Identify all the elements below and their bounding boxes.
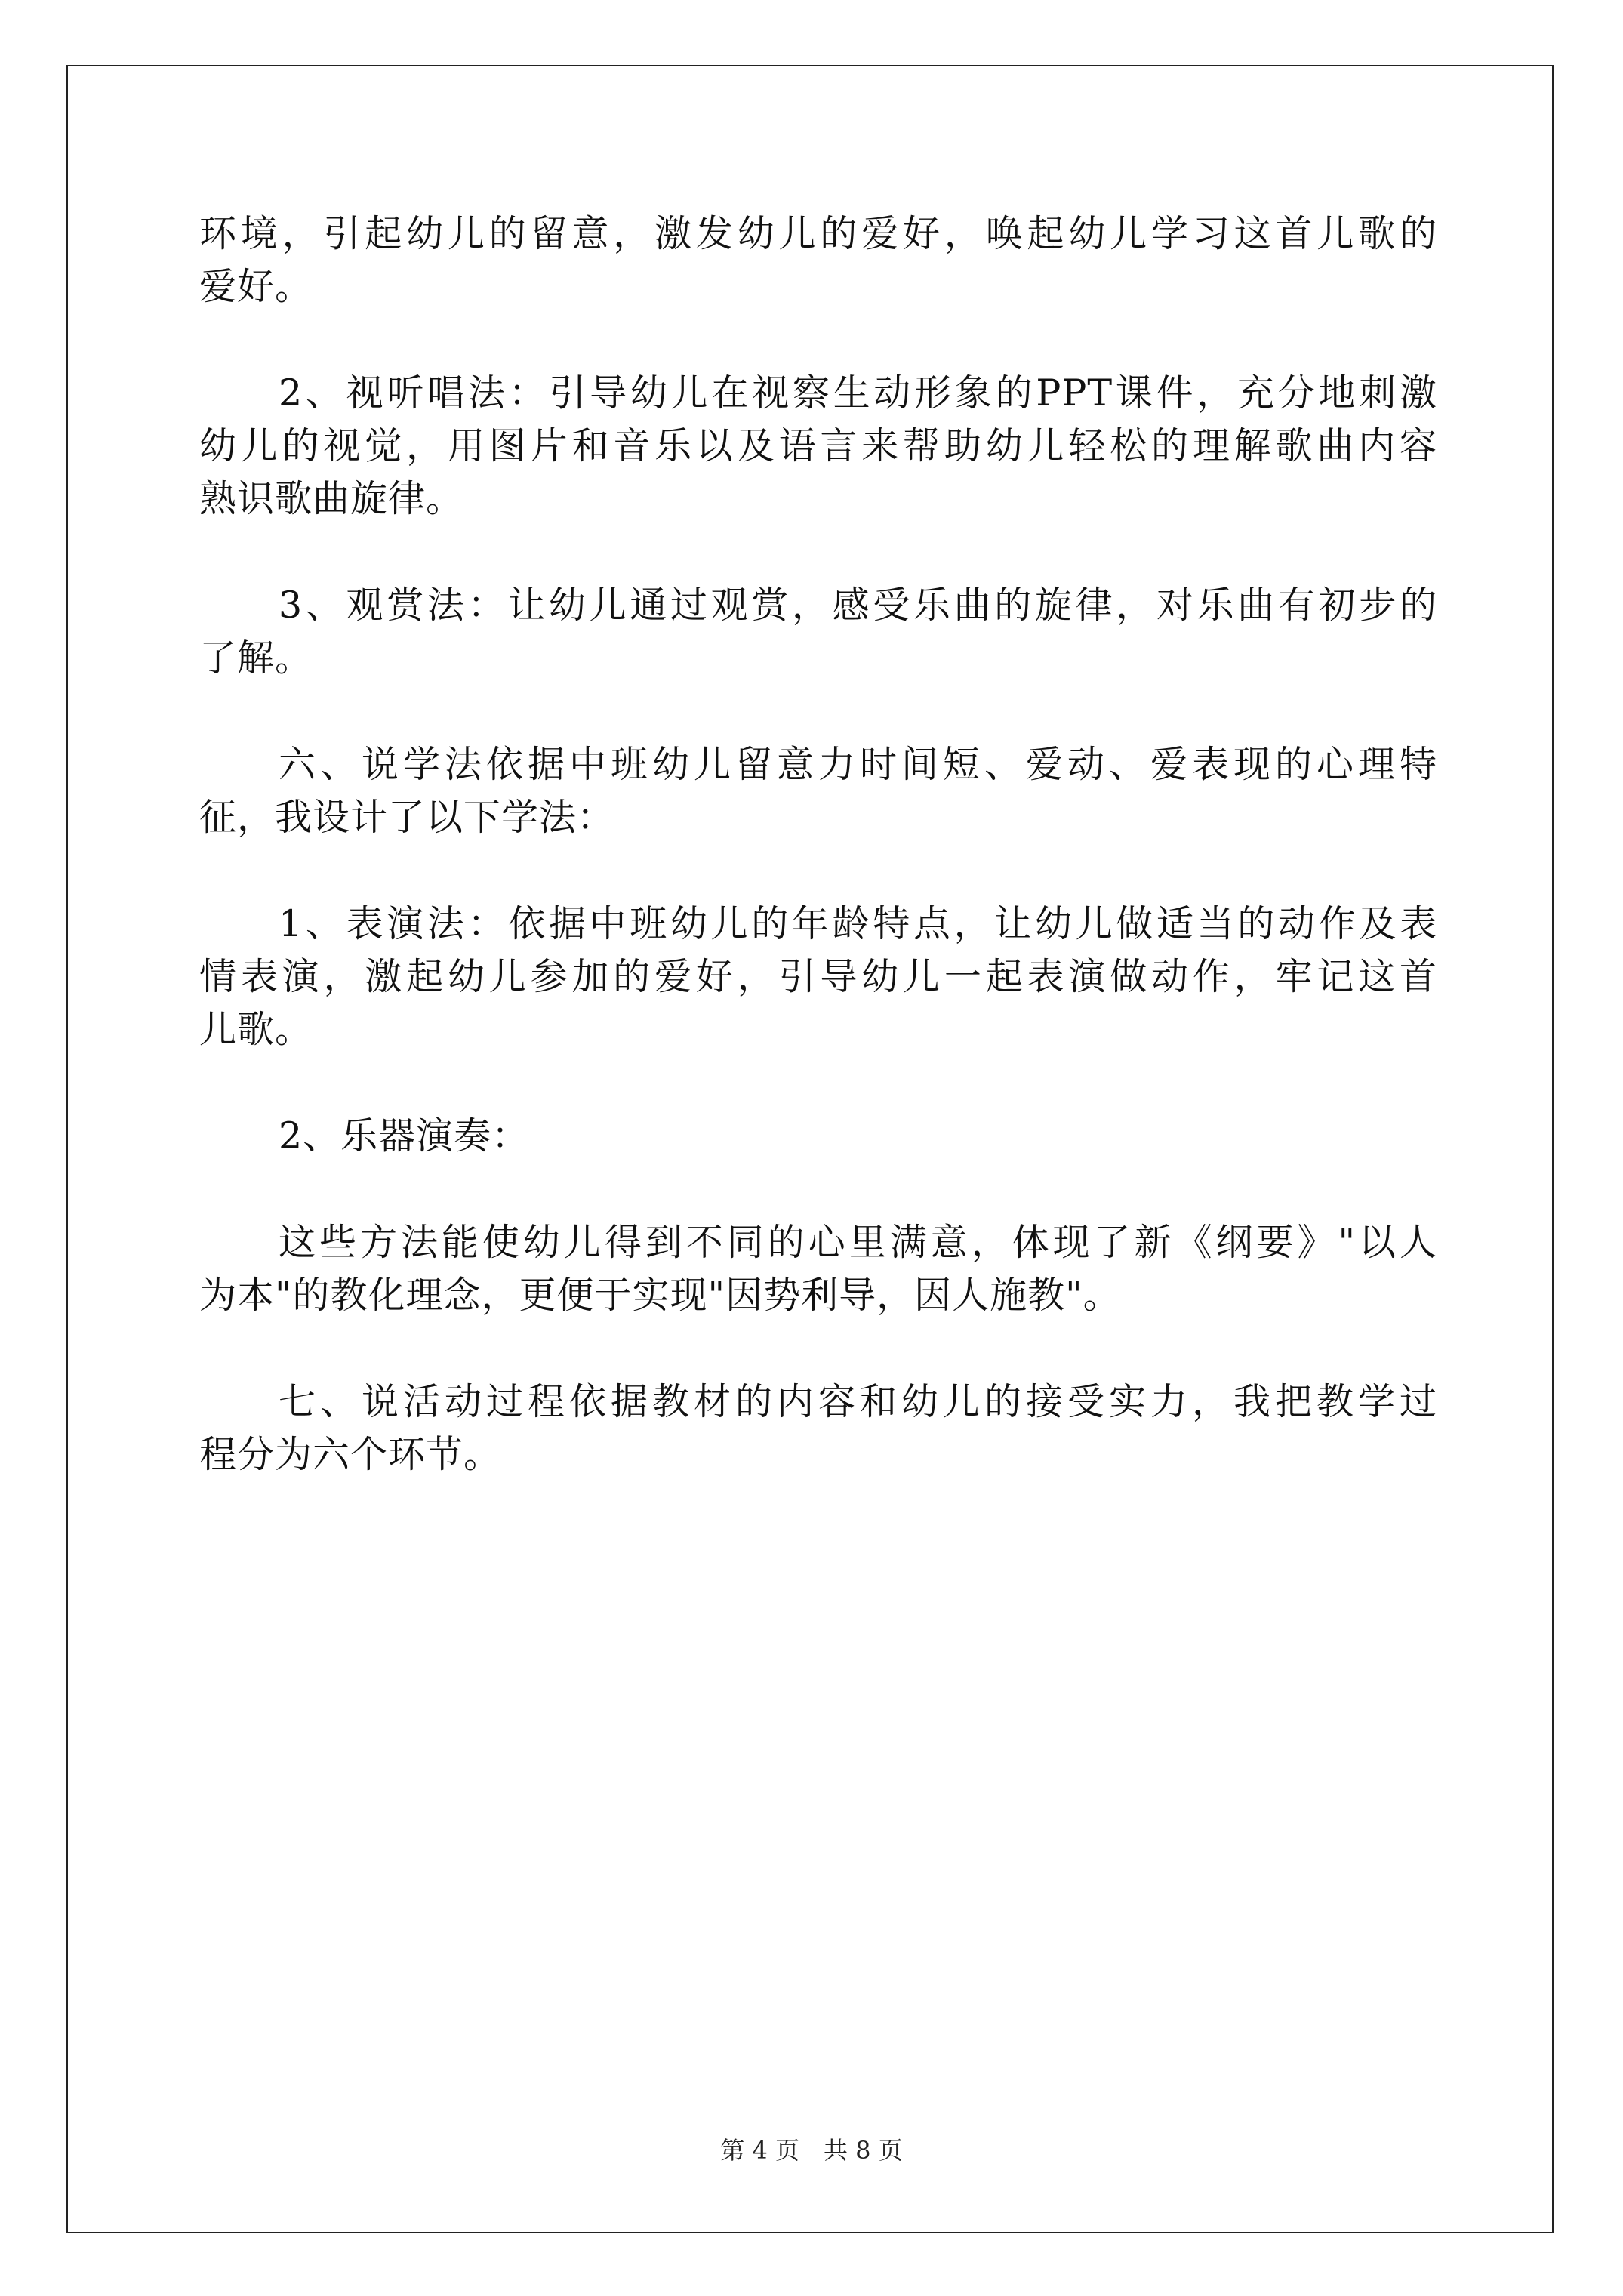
text-line: 情表演，激起幼儿参加的爱好，引导幼儿一起表演做动作，牢记这首 xyxy=(199,955,1437,998)
text-line: 熟识歌曲旋律。 xyxy=(199,477,464,520)
text-line: 1、表演法：依据中班幼儿的年龄特点，让幼儿做适当的动作及表 xyxy=(279,902,1437,945)
text-line: 这些方法能使幼儿得到不同的心里满意，体现了新《纲要》"以人 xyxy=(279,1221,1437,1264)
text-line: 为本"的教化理念，更便于实现"因势利导，因人施教"。 xyxy=(199,1274,1121,1317)
text-line: 儿歌。 xyxy=(199,1008,313,1051)
text-line: 了解。 xyxy=(199,636,313,680)
text-line: 程分为六个环节。 xyxy=(199,1433,502,1476)
text-line: 环境，引起幼儿的留意，激发幼儿的爱好，唤起幼儿学习这首儿歌的 xyxy=(199,212,1437,255)
text-line: 七、说活动过程依据教材的内容和幼儿的接受实力，我把教学过 xyxy=(279,1380,1437,1423)
page-number: 第 4 页 共 8 页 xyxy=(720,2136,903,2165)
text-line: 2、乐器演奏： xyxy=(279,1114,530,1157)
document-body xyxy=(199,208,1437,1481)
text-line: 2、视听唱法：引导幼儿在视察生动形象的PPT课件，充分地刺激 xyxy=(279,371,1437,415)
text-line: 3、观赏法：让幼儿通过观赏，感受乐曲的旋律，对乐曲有初步的 xyxy=(279,584,1437,627)
text-line: 六、说学法依据中班幼儿留意力时间短、爱动、爱表现的心理特 xyxy=(279,743,1437,786)
text-line: 爱好。 xyxy=(199,265,313,308)
text-line: 征，我设计了以下学法： xyxy=(199,796,615,839)
text-line: 幼儿的视觉，用图片和音乐以及语言来帮助幼儿轻松的理解歌曲内容 xyxy=(199,424,1437,467)
